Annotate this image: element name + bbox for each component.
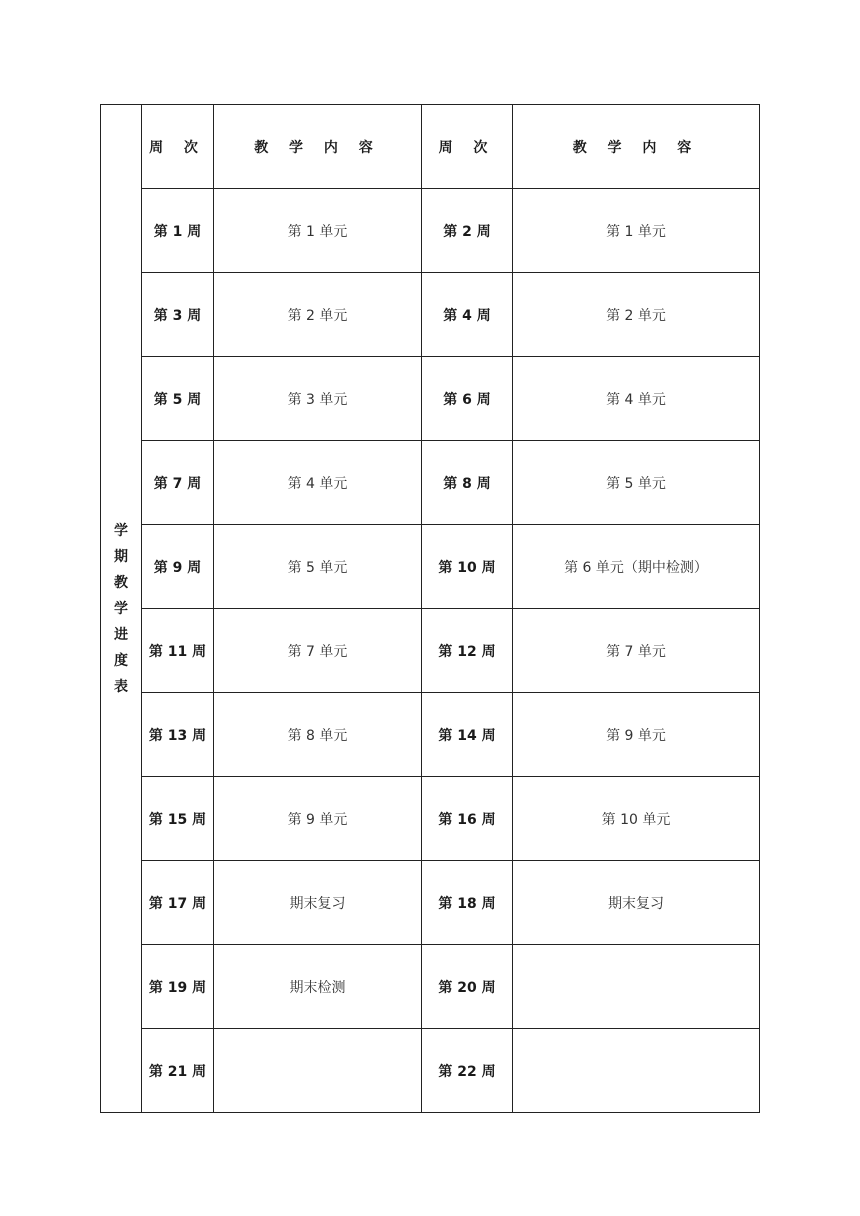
table-row	[101, 693, 760, 777]
side-label-char: 教	[114, 574, 128, 591]
content-cell-left: 第 4 单元	[214, 441, 422, 525]
side-label-char: 度	[114, 652, 128, 669]
semester-schedule-table	[100, 104, 760, 1113]
week-cell-right: 第 16 周	[422, 777, 513, 861]
week-cell-left: 第 3 周	[142, 273, 214, 357]
content-cell-right: 第 9 单元	[513, 693, 760, 777]
week-cell-left: 第 11 周	[142, 609, 214, 693]
content-cell-left	[214, 1029, 422, 1113]
side-label-char: 表	[114, 678, 128, 695]
content-cell-right: 第 7 单元	[513, 609, 760, 693]
content-cell-right: 第 4 单元	[513, 357, 760, 441]
content-cell-left: 第 8 单元	[214, 693, 422, 777]
week-cell-right: 第 12 周	[422, 609, 513, 693]
table-row	[101, 357, 760, 441]
week-cell-right: 第 4 周	[422, 273, 513, 357]
side-label-char: 期	[114, 548, 128, 565]
content-cell-left: 期末检测	[214, 945, 422, 1029]
side-label-char: 学	[114, 600, 128, 617]
table-row	[101, 777, 760, 861]
content-cell-right	[513, 945, 760, 1029]
content-cell-left: 第 7 单元	[214, 609, 422, 693]
week-cell-right: 第 20 周	[422, 945, 513, 1029]
week-cell-left: 第 13 周	[142, 693, 214, 777]
week-cell-left: 第 15 周	[142, 777, 214, 861]
header-week-col-1: 周 次	[142, 105, 214, 189]
content-cell-right: 第 2 单元	[513, 273, 760, 357]
week-cell-left: 第 1 周	[142, 189, 214, 273]
table-row	[101, 189, 760, 273]
week-cell-right: 第 6 周	[422, 357, 513, 441]
side-label-text	[101, 518, 141, 700]
header-week-col-2: 周 次	[422, 105, 513, 189]
table-row	[101, 861, 760, 945]
table-row	[101, 525, 760, 609]
week-cell-right: 第 22 周	[422, 1029, 513, 1113]
week-cell-right: 第 14 周	[422, 693, 513, 777]
side-label-char: 进	[114, 626, 128, 643]
side-label-cell	[101, 105, 142, 1113]
table-row	[101, 273, 760, 357]
header-row	[101, 105, 760, 189]
content-cell-right: 第 10 单元	[513, 777, 760, 861]
content-cell-left: 第 2 单元	[214, 273, 422, 357]
content-cell-left: 第 3 单元	[214, 357, 422, 441]
header-content-col-2: 教 学 内 容	[513, 105, 760, 189]
week-cell-left: 第 21 周	[142, 1029, 214, 1113]
week-cell-left: 第 19 周	[142, 945, 214, 1029]
header-content-col-1: 教 学 内 容	[214, 105, 422, 189]
table-row	[101, 441, 760, 525]
content-cell-right: 第 6 单元（期中检测）	[513, 525, 760, 609]
week-cell-left: 第 7 周	[142, 441, 214, 525]
content-cell-right	[513, 1029, 760, 1113]
content-cell-left: 第 9 单元	[214, 777, 422, 861]
side-label-char: 学	[114, 522, 128, 539]
content-cell-right: 期末复习	[513, 861, 760, 945]
content-cell-right: 第 5 单元	[513, 441, 760, 525]
week-cell-left: 第 9 周	[142, 525, 214, 609]
week-cell-right: 第 18 周	[422, 861, 513, 945]
week-cell-left: 第 17 周	[142, 861, 214, 945]
week-cell-left: 第 5 周	[142, 357, 214, 441]
week-cell-right: 第 8 周	[422, 441, 513, 525]
table-row	[101, 609, 760, 693]
content-cell-left: 第 5 单元	[214, 525, 422, 609]
content-cell-right: 第 1 单元	[513, 189, 760, 273]
content-cell-left: 期末复习	[214, 861, 422, 945]
week-cell-right: 第 2 周	[422, 189, 513, 273]
week-cell-right: 第 10 周	[422, 525, 513, 609]
table-row	[101, 1029, 760, 1113]
table-row	[101, 945, 760, 1029]
content-cell-left: 第 1 单元	[214, 189, 422, 273]
